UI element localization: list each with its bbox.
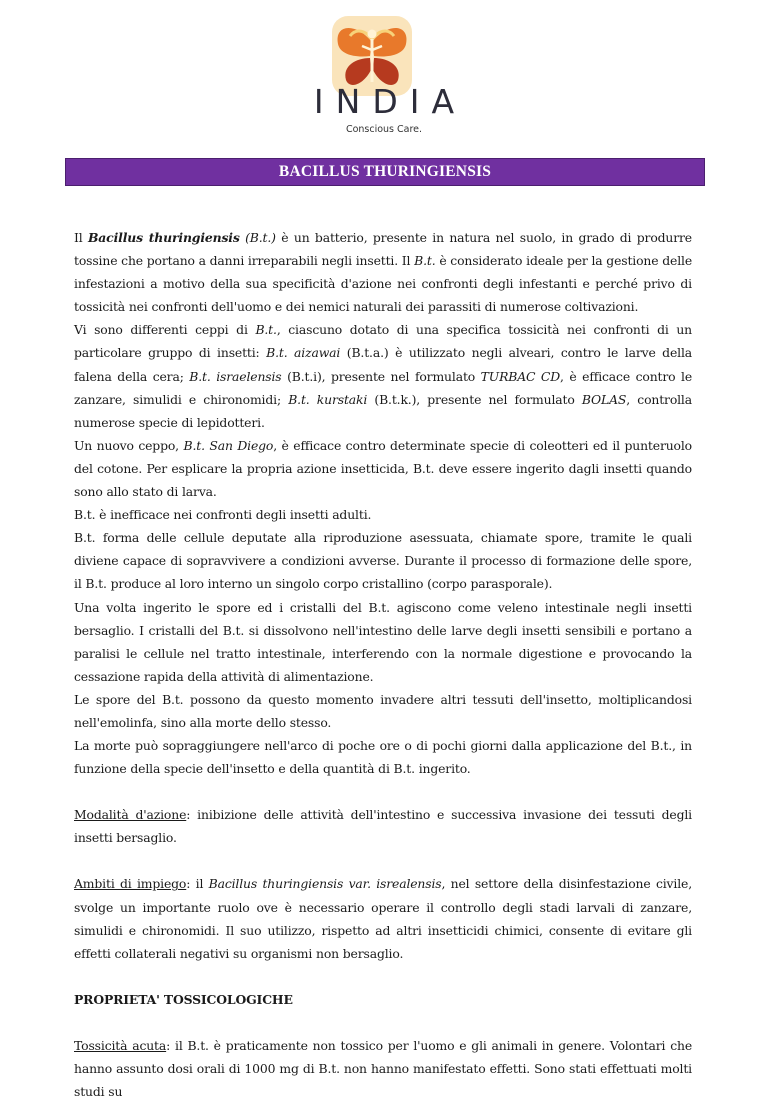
label-ambiti: Ambiti di impiego bbox=[74, 876, 187, 892]
paragraph-death: La morte può sopraggiungere nell'arco di poche ore o di pochi giorni dalla applicazione del B.t., in funzione della specie dell'insetto e della quantità di B.t. ingerito. bbox=[74, 738, 692, 777]
label-tossicita: Tossicità acuta bbox=[74, 1037, 167, 1053]
paragraph-invasion: Le spore del B.t. possono da questo momento invadere altri tessuti dell'insetto, moltiplicandosi nell'emolinfa, sino alla morte dello stesso. bbox=[74, 691, 692, 730]
paragraph-modalita: Modalità d'azione: inibizione delle attività dell'intestino e successiva invasione dei tessuti degli insetti bersaglio. bbox=[74, 807, 692, 846]
brand-tagline: Conscious Care. bbox=[345, 124, 423, 135]
paragraph-spores: B.t. forma delle cellule deputate alla riproduzione asessuata, chiamate spore, tramite le quali diviene capace di sopravvivere a condizioni avverse. Durante il processo di formazione delle spore, il B.t. produce al loro interno un singolo corpo cristallino (corpo parasporale). bbox=[74, 530, 692, 592]
document-body bbox=[74, 226, 692, 1103]
paragraph-tossicita: Tossicità acuta: il B.t. è praticamente non tossico per l'uomo e gli animali in genere. Volontari che hanno assunto dosi orali di 1000 mg di B.t. non hanno manifestato effetti. Sono stati effettuati molti studi su bbox=[74, 1037, 693, 1100]
paragraph-ingestion: Una volta ingerito le spore ed i cristalli del B.t. agiscono come veleno intestinale negli insetti bersaglio. I cristalli del B.t. si dissolvono nell'intestino delle larve degli insetti sensibili e portano a paralisi le cellule nel tratto intestinale, interferendo con la normale digestione e provocando la cessazione rapida della attività di alimentazione. bbox=[74, 599, 692, 684]
paragraph-ambiti: Ambiti di impiego: il Bacillus thuringiensis var. isrealensis, nel settore della disinfestazione civile, svolge un importante ruolo ove è necessario operare il controllo degli stadi larvali di zanzare, simulidi e chironomidi. Il suo utilizzo, rispetto ad altri insetticidi chimici, consente di evitare gli effetti collaterali negativi su organismi non bersaglio. bbox=[74, 876, 692, 961]
paragraph-san-diego: Un nuovo ceppo, B.t. San Diego, è efficace contro determinate specie di coleotteri ed il punteruolo del cotone. Per esplicare la propria azione insetticida, B.t. deve essere ingerito dagli insetti quando sono allo stato di larva. bbox=[74, 437, 692, 500]
term-bacillus: Bacillus thuringiensis bbox=[87, 230, 240, 245]
heading-toxicology: PROPRIETA' TOSSICOLOGICHE bbox=[74, 991, 293, 1007]
paragraph-strains: Vi sono differenti ceppi di B.t., ciascuno dotato di una specifica tossicità nei confronti di un particolare gruppo di insetti: B.t. aizawai (B.t.a.) è utilizzato negli alveari, contro le larve della falena della cera; B.t. israelensis (B.t.i), presente nel formulato TURBAC CD, è efficace contro le zanzare, simulidi e chironomidi; B.t. kurstaki (B.t.k.), presente nel formulato BOLAS, controlla numerose specie di lepidotteri. bbox=[74, 322, 693, 430]
title-banner bbox=[65, 158, 705, 186]
brand-name: INDIA bbox=[313, 82, 467, 121]
label-modalita: Modalità d'azione bbox=[74, 807, 187, 823]
paragraph-adults: B.t. è inefficace nei confronti degli insetti adulti. bbox=[74, 507, 372, 523]
paragraph-intro: Il Bacillus thuringiensis (B.t.) è un batterio, presente in natura nel suolo, in grado di produrre tossine che portano a danni irreparabili negli insetti. Il B.t. è considerato ideale per la gestione delle infestazioni a motivo della sua specificità d'azione nei confronti degli infestanti e perché privo di tossicità nei confronti dell'uomo e dei nemici naturali dei parassiti di numerose coltivazioni. bbox=[74, 230, 693, 315]
document-title: BACILLUS THURINGIENSIS bbox=[278, 163, 492, 180]
